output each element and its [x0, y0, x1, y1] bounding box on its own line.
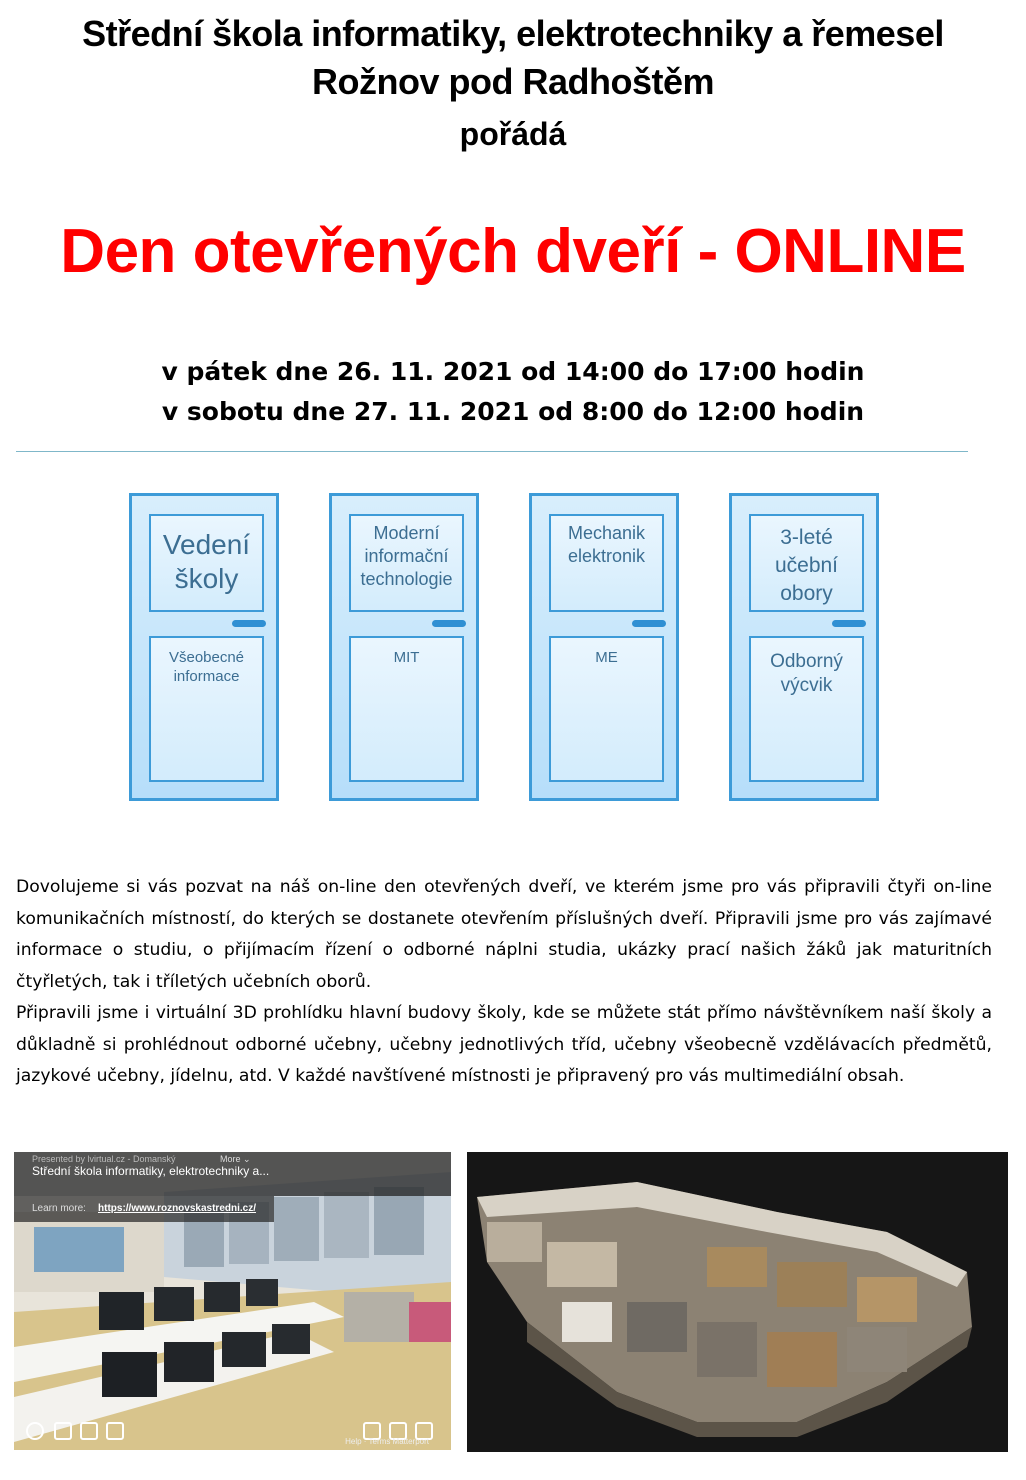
- more-button[interactable]: More ⌄: [220, 1154, 251, 1164]
- intro-paragraph-2: Připravili jsme i virtuální 3D prohlídku hlavní budovy školy, kde se můžete stát přímo návštěvníkem naší školy a důkladně si prohlédnout odborné učebny, učebny jednotlivých tříd, učebny všeobecně vzdělávacích předmětů, jazykové učebny, jídelnu, atd. V každé navštívené místnosti je připravený pro vás multimediální obsah.: [16, 1003, 992, 1086]
- date-friday: v pátek dne 26. 11. 2021 od 14:00 do 17:00 hodin: [161, 357, 865, 386]
- door-upper-panel: [349, 514, 464, 612]
- door-label: elektronik: [567, 546, 646, 566]
- date-saturday: v sobotu dne 27. 11. 2021 od 8:00 do 12:00 hodin: [161, 397, 865, 426]
- door-vedeni-skoly[interactable]: [129, 493, 279, 801]
- door-label: školy: [174, 563, 239, 594]
- dollhouse-icon[interactable]: [54, 1422, 72, 1440]
- door-label: učební: [774, 554, 839, 577]
- door-me[interactable]: [529, 493, 679, 801]
- door-sublabel: ME: [595, 649, 618, 666]
- door-handle[interactable]: [832, 620, 866, 627]
- floorplan-icon[interactable]: [80, 1422, 98, 1440]
- matterport-footer: Help · Terms Matterport: [345, 1437, 429, 1446]
- door-label: informační: [364, 546, 449, 566]
- presented-by-text: Presented by lvirtual.cz - Domanský: [32, 1154, 176, 1164]
- door-label: Moderní: [373, 523, 440, 543]
- dollhouse-3d-model-photo[interactable]: [467, 1152, 1008, 1452]
- door-sublabel: Všeobecné: [168, 649, 245, 666]
- door-handle[interactable]: [632, 620, 666, 627]
- door-upper-panel: [549, 514, 664, 612]
- door-label: technologie: [360, 569, 453, 589]
- tour-info-overlay: [14, 1152, 451, 1196]
- door-label: Mechanik: [567, 523, 646, 543]
- dollhouse-illustration: [467, 1152, 1008, 1452]
- virtual-tour-classroom-photo[interactable]: [14, 1152, 451, 1450]
- door-lower-panel: [149, 636, 264, 782]
- door-ucebni-obory[interactable]: [729, 493, 879, 801]
- learn-more-bar: [14, 1196, 274, 1222]
- door-lower-panel: [549, 636, 664, 782]
- school-name-line1: Střední škola informatiky, elektrotechniky a řemesel: [82, 13, 944, 54]
- floors-icon[interactable]: [106, 1422, 124, 1440]
- door-lower-panel: [349, 636, 464, 782]
- door-upper-panel: [749, 514, 864, 612]
- school-name-line2: Rožnov pod Radhoštěm: [312, 61, 714, 102]
- intro-text: [16, 872, 992, 1093]
- divider-line: [16, 451, 968, 452]
- door-handle[interactable]: [232, 620, 266, 627]
- door-label: obory: [780, 582, 833, 605]
- school-name-heading: [0, 10, 1026, 106]
- learn-more-label: Learn more:: [32, 1203, 86, 1214]
- door-label: Vedení: [162, 529, 251, 560]
- door-lower-panel: [749, 636, 864, 782]
- intro-paragraph-1: Dovolujeme si vás pozvat na náš on-line den otevřených dveří, ve kterém jsme pro vás připravili čtyři on-line komunikačních místností, do kterých se dostanete otevřením příslušných dveří. Připravili jsme pro vás zajímavé informace o studiu, o přijímacím řízení o odborné náplni studia, ukázky prací našich žáků jak maturitních čtyřletých, tak i tříletých učebních oborů.: [16, 877, 992, 992]
- door-mit[interactable]: [329, 493, 479, 801]
- tour-name: Střední škola informatiky, elektrotechniky a...: [32, 1164, 270, 1178]
- door-sublabel: výcvik: [780, 675, 833, 696]
- door-handle[interactable]: [432, 620, 466, 627]
- organizes-label: pořádá: [459, 116, 567, 152]
- play-icon[interactable]: [26, 1422, 44, 1440]
- door-sublabel: informace: [173, 668, 240, 685]
- learn-more-link[interactable]: https://www.roznovskastredni.cz/: [98, 1203, 256, 1214]
- event-dates: [0, 352, 1026, 432]
- door-label: 3-leté: [780, 526, 833, 549]
- door-sublabel: Odborný: [770, 651, 843, 672]
- door-sublabel: MIT: [393, 649, 420, 666]
- door-upper-panel: [149, 514, 264, 612]
- event-title: Den otevřených dveří - ONLINE: [60, 217, 966, 286]
